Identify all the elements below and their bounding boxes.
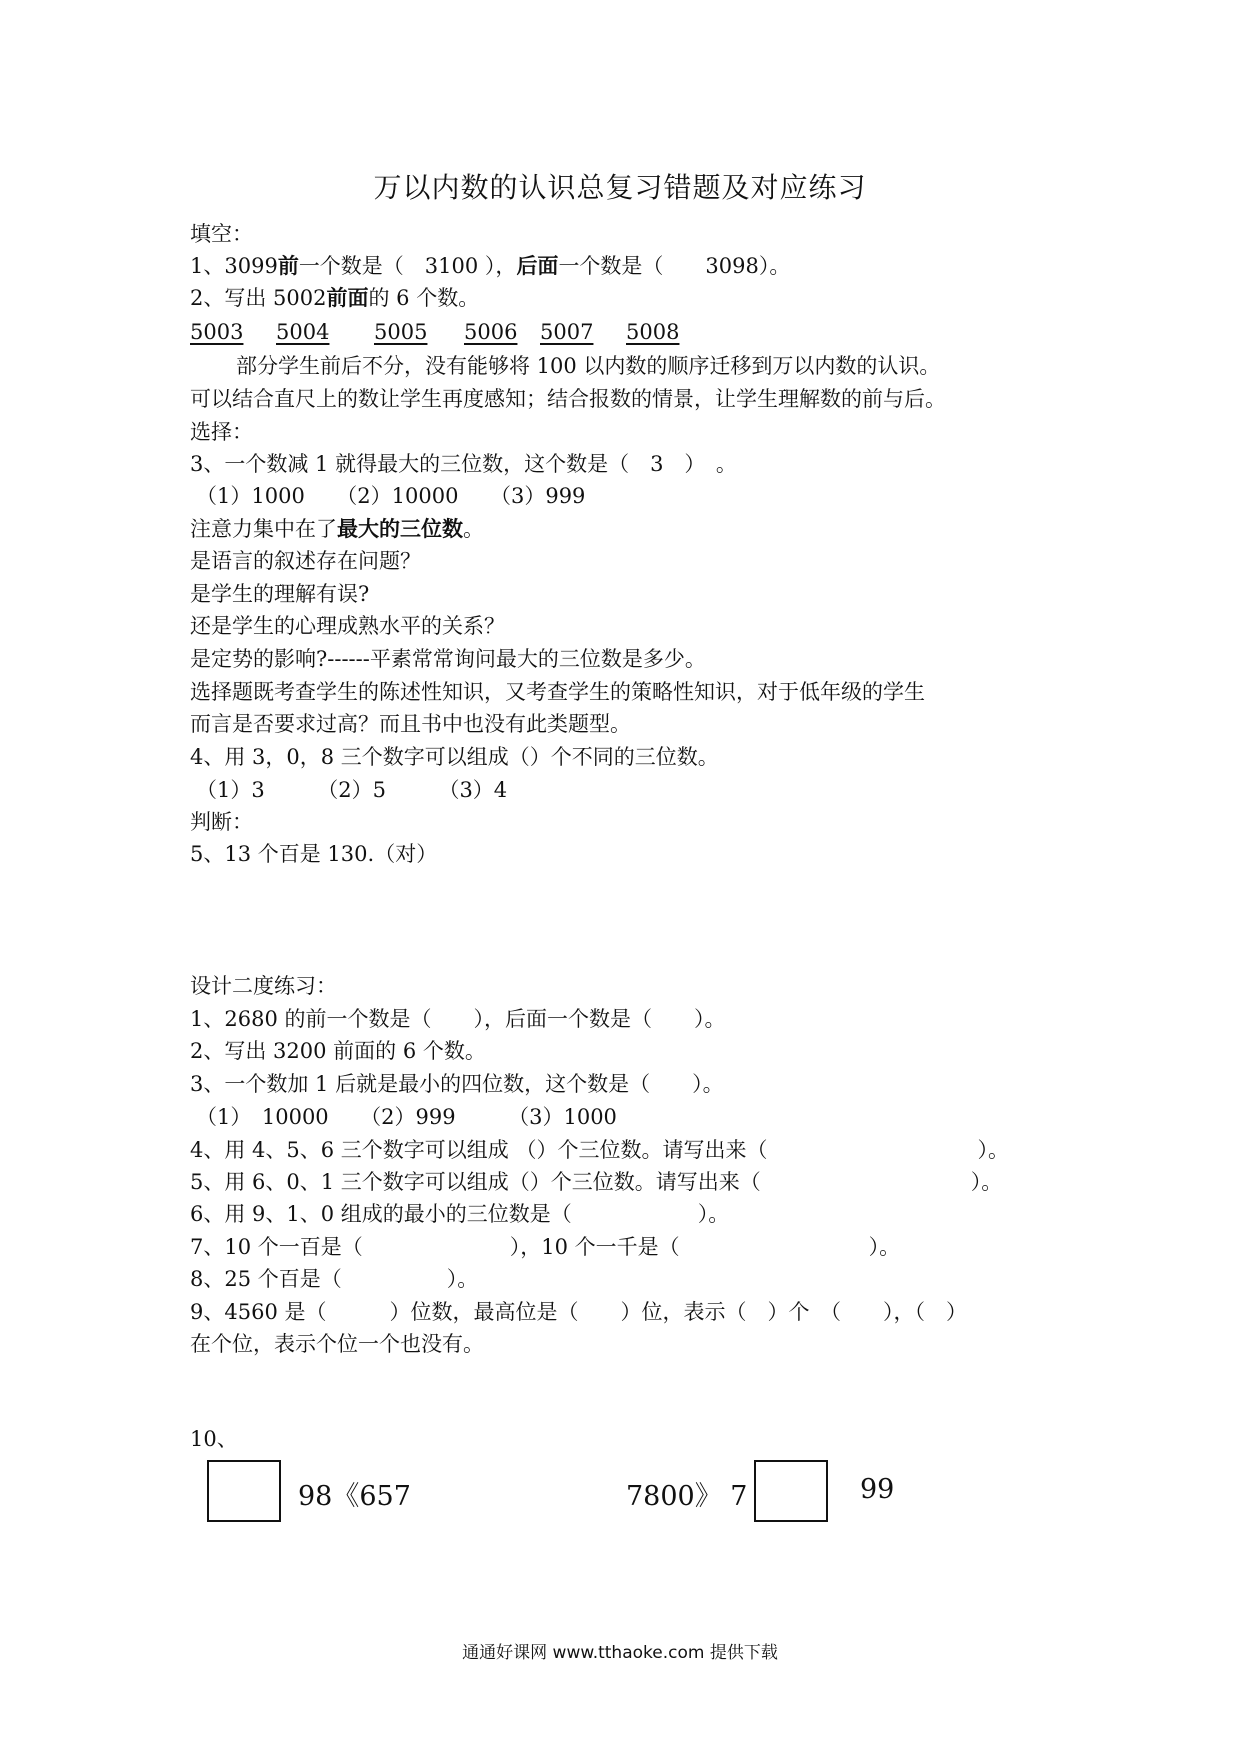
sequence-item: 5003 <box>190 320 244 344</box>
q2-prefix: 2、写出 5002 <box>190 286 327 310</box>
practice-1: 1、2680 的前一个数是（ ），后面一个数是（ ）。 <box>190 1007 726 1031</box>
q1-prefix: 1、3099 <box>190 254 278 278</box>
sequence-item: 5007 <box>540 320 594 344</box>
analysis-2-line-4: 还是学生的心理成熟水平的关系？ <box>190 614 505 638</box>
question-3: 3、一个数减 1 就得最大的三位数，这个数是（ 3 ） 。 <box>190 452 737 476</box>
practice-7: 7、10 个一百是（ ），10 个一千是（ ）。 <box>190 1235 901 1259</box>
question-2 <box>190 284 479 312</box>
practice-10: 10、 <box>190 1427 238 1451</box>
analysis-2-bold: 最大的三位数 <box>337 516 463 541</box>
analysis-2-line-6: 选择题既考查学生的陈述性知识，又考查学生的策略性知识，对于低年级的学生 <box>190 680 925 704</box>
analysis-2-line-3: 是学生的理解有误? <box>190 582 370 606</box>
analysis-2-prefix: 注意力集中在了 <box>190 517 337 541</box>
practice-9-line-2: 在个位，表示个位一个也没有。 <box>190 1332 484 1356</box>
practice-2: 2、写出 3200 前面的 6 个数。 <box>190 1039 486 1063</box>
analysis-2-line-7: 而言是否要求过高？而且书中也没有此类题型。 <box>190 712 631 736</box>
sequence-item: 5004 <box>276 320 330 344</box>
page-title: 万以内数的认识总复习错题及对应练习 <box>373 171 867 204</box>
footer-credit: 通通好课网 www.tthaoke.com 提供下载 <box>462 1643 778 1663</box>
q1-middle-1: 一个数是（ 3100 ）， <box>298 254 517 278</box>
practice-6: 6、用 9、1、0 组成的最小的三位数是（ ）。 <box>190 1202 730 1226</box>
question-1 <box>190 252 790 280</box>
practice-5: 5、用 6、0、1 三个数字可以组成（）个三位数。请写出来（ ）。 <box>190 1170 1003 1194</box>
sequence-item: 5008 <box>626 320 680 344</box>
practice-heading: 设计二度练习： <box>190 974 337 998</box>
answer-box-left[interactable] <box>207 1460 281 1522</box>
answer-box-right[interactable] <box>754 1460 828 1522</box>
question-4-options: （1）3 （2）5 （3）4 <box>196 778 508 802</box>
practice-9-line-1: 9、4560 是（ ）位数，最高位是（ ）位，表示（ ）个 （ ），（ ） <box>190 1300 967 1324</box>
q2-bold: 前面 <box>326 285 369 310</box>
analysis-1-line-1: 部分学生前后不分，没有能够将 100 以内数的顺序迁移到万以内数的认识。 <box>236 354 941 378</box>
analysis-2-line-2: 是语言的叙述存在问题？ <box>190 549 421 573</box>
analysis-1-line-2: 可以结合直尺上的数让学生再度感知；结合报数的情景，让学生理解数的前与后。 <box>190 387 946 411</box>
judge-heading: 判断： <box>190 810 253 834</box>
compare-middle-text: 7800》 7 <box>626 1481 748 1512</box>
analysis-2-line-5: 是定势的影响?------平素常常询问最大的三位数是多少。 <box>190 647 706 671</box>
analysis-2-suffix: 。 <box>463 517 484 541</box>
compare-right-text: 99 <box>860 1474 895 1505</box>
practice-3-options: （1） 10000 （2）999 （3）1000 <box>196 1105 617 1129</box>
q1-bold-before: 前 <box>277 253 299 278</box>
choice-heading: 选择： <box>190 420 253 444</box>
practice-3: 3、一个数加 1 后就是最小的四位数，这个数是（ ）。 <box>190 1072 724 1096</box>
compare-left-text: 98《657 <box>298 1481 411 1512</box>
sequence-item: 5005 <box>374 320 428 344</box>
q1-bold-after: 后面 <box>516 253 559 278</box>
question-3-options: （1）1000 （2）10000 （3）999 <box>196 484 586 508</box>
question-4: 4、用 3，0，8 三个数字可以组成（）个不同的三位数。 <box>190 745 719 769</box>
fill-heading: 填空： <box>190 222 253 246</box>
q1-middle-2: 一个数是（ 3098）。 <box>558 254 791 278</box>
sequence-item: 5006 <box>464 320 518 344</box>
practice-4: 4、用 4、5、6 三个数字可以组成 （）个三位数。请写出来（ ）。 <box>190 1138 1009 1162</box>
analysis-2-line-1 <box>190 515 484 543</box>
q2-suffix: 的 6 个数。 <box>368 286 480 310</box>
practice-8: 8、25 个百是（ ）。 <box>190 1267 479 1291</box>
question-5: 5、13 个百是 130.（对） <box>190 842 438 866</box>
